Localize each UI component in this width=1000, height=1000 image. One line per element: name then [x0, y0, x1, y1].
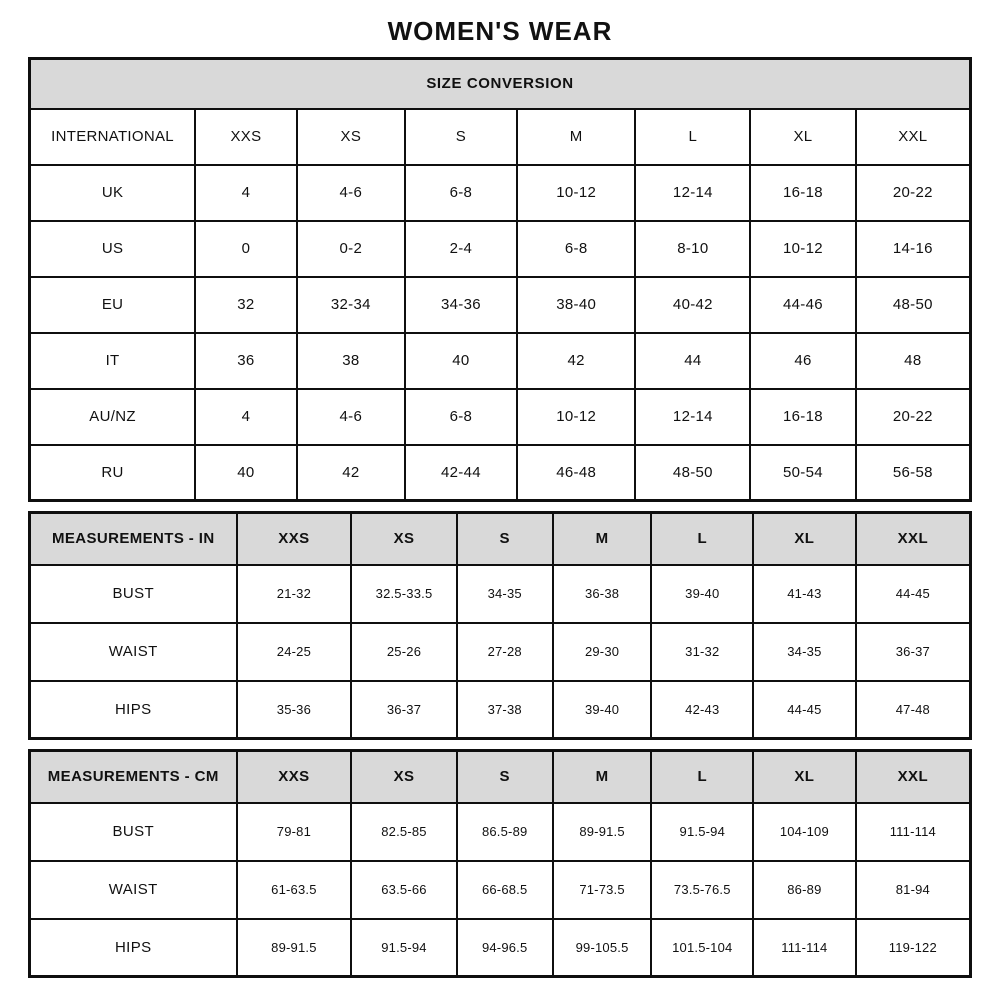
size-value-cell: 42-44: [405, 445, 517, 501]
size-conversion-row: [30, 445, 971, 501]
region-label: RU: [30, 445, 196, 501]
measurement-value-cell: 24-25: [237, 623, 352, 681]
measurement-value-cell: 41-43: [753, 565, 856, 623]
measurement-value-cell: 34-35: [753, 623, 856, 681]
measurement-value-cell: 29-30: [553, 623, 652, 681]
size-value-cell: 48-50: [856, 277, 971, 333]
size-value-cell: 20-22: [856, 165, 971, 221]
measurement-label: HIPS: [30, 681, 237, 739]
size-value-cell: 38-40: [517, 277, 636, 333]
measurement-row: [30, 681, 971, 739]
measurements-cm-body: [30, 751, 971, 977]
size-column-header: L: [635, 109, 750, 165]
size-value-cell: 20-22: [856, 389, 971, 445]
measurement-value-cell: 35-36: [237, 681, 352, 739]
region-label: US: [30, 221, 196, 277]
size-column-header: XXS: [195, 109, 297, 165]
size-value-cell: 50-54: [750, 445, 855, 501]
measurement-value-cell: 91.5-94: [651, 803, 753, 861]
size-value-cell: 44-46: [750, 277, 855, 333]
measurements-cm-header-row: [30, 751, 971, 803]
size-column-header: XL: [753, 751, 856, 803]
measurement-row: [30, 623, 971, 681]
size-column-header: M: [517, 109, 636, 165]
measurement-value-cell: 99-105.5: [553, 919, 652, 977]
page-title: WOMEN'S WEAR: [387, 16, 613, 46]
measurement-value-cell: 39-40: [651, 565, 753, 623]
measurement-value-cell: 42-43: [651, 681, 753, 739]
size-value-cell: 10-12: [517, 389, 636, 445]
size-value-cell: 12-14: [635, 389, 750, 445]
region-label: AU/NZ: [30, 389, 196, 445]
measurement-value-cell: 89-91.5: [237, 919, 352, 977]
size-column-header: L: [651, 513, 753, 565]
measurement-value-cell: 79-81: [237, 803, 352, 861]
size-value-cell: 40: [405, 333, 517, 389]
size-value-cell: 32-34: [297, 277, 405, 333]
measurement-value-cell: 111-114: [753, 919, 856, 977]
size-column-header: XL: [750, 109, 855, 165]
measurement-value-cell: 104-109: [753, 803, 856, 861]
measurements-in-header-row: [30, 513, 971, 565]
measurement-value-cell: 73.5-76.5: [651, 861, 753, 919]
size-conversion-header-row: [30, 109, 971, 165]
measurement-value-cell: 36-37: [351, 681, 456, 739]
size-value-cell: 56-58: [856, 445, 971, 501]
size-column-header: XS: [297, 109, 405, 165]
size-value-cell: 10-12: [750, 221, 855, 277]
measurement-label: BUST: [30, 565, 237, 623]
region-label: EU: [30, 277, 196, 333]
measurement-value-cell: 63.5-66: [351, 861, 456, 919]
measurement-row: [30, 919, 971, 977]
measurements-in-title: MEASUREMENTS - IN: [30, 513, 237, 565]
size-value-cell: 46: [750, 333, 855, 389]
size-column-header: XXL: [856, 109, 971, 165]
size-column-header: XS: [351, 751, 456, 803]
measurements-in-table: [28, 511, 972, 740]
size-value-cell: 46-48: [517, 445, 636, 501]
measurement-label: WAIST: [30, 861, 237, 919]
size-value-cell: 4-6: [297, 389, 405, 445]
measurement-value-cell: 81-94: [856, 861, 971, 919]
measurement-value-cell: 21-32: [237, 565, 352, 623]
size-column-header: XXL: [856, 513, 971, 565]
measurement-value-cell: 91.5-94: [351, 919, 456, 977]
size-value-cell: 16-18: [750, 389, 855, 445]
size-value-cell: 36: [195, 333, 297, 389]
measurement-value-cell: 47-48: [856, 681, 971, 739]
measurement-value-cell: 66-68.5: [457, 861, 553, 919]
measurement-label: BUST: [30, 803, 237, 861]
measurements-in-body: [30, 513, 971, 739]
measurement-row: [30, 565, 971, 623]
measurement-value-cell: 31-32: [651, 623, 753, 681]
size-value-cell: 2-4: [405, 221, 517, 277]
size-conversion-row: [30, 277, 971, 333]
size-value-cell: 16-18: [750, 165, 855, 221]
size-column-header: M: [553, 513, 652, 565]
measurement-row: [30, 803, 971, 861]
size-conversion-title-row: [30, 59, 971, 109]
measurement-value-cell: 25-26: [351, 623, 456, 681]
measurement-value-cell: 34-35: [457, 565, 553, 623]
size-value-cell: 48: [856, 333, 971, 389]
size-column-header: L: [651, 751, 753, 803]
measurement-value-cell: 37-38: [457, 681, 553, 739]
size-value-cell: 4: [195, 165, 297, 221]
measurement-row: [30, 861, 971, 919]
measurement-value-cell: 86.5-89: [457, 803, 553, 861]
size-conversion-row: [30, 221, 971, 277]
size-column-header: M: [553, 751, 652, 803]
size-column-header: XL: [753, 513, 856, 565]
size-value-cell: 32: [195, 277, 297, 333]
measurement-value-cell: 94-96.5: [457, 919, 553, 977]
size-conversion-row: [30, 389, 971, 445]
measurement-label: WAIST: [30, 623, 237, 681]
measurement-value-cell: 111-114: [856, 803, 971, 861]
measurement-value-cell: 36-38: [553, 565, 652, 623]
size-column-header: S: [457, 513, 553, 565]
region-label: UK: [30, 165, 196, 221]
measurement-value-cell: 44-45: [856, 565, 971, 623]
size-value-cell: 14-16: [856, 221, 971, 277]
measurement-value-cell: 86-89: [753, 861, 856, 919]
size-value-cell: 40-42: [635, 277, 750, 333]
size-value-cell: 10-12: [517, 165, 636, 221]
measurement-value-cell: 61-63.5: [237, 861, 352, 919]
size-conversion-row: [30, 333, 971, 389]
measurement-value-cell: 44-45: [753, 681, 856, 739]
size-value-cell: 4: [195, 389, 297, 445]
measurements-cm-title: MEASUREMENTS - CM: [30, 751, 237, 803]
size-value-cell: 42: [297, 445, 405, 501]
size-column-header: XXS: [237, 513, 352, 565]
size-conversion-body: [30, 59, 971, 501]
size-value-cell: 42: [517, 333, 636, 389]
size-value-cell: 6-8: [405, 165, 517, 221]
size-value-cell: 12-14: [635, 165, 750, 221]
size-column-header: XXL: [856, 751, 971, 803]
size-column-header: XS: [351, 513, 456, 565]
size-value-cell: 40: [195, 445, 297, 501]
size-value-cell: 0-2: [297, 221, 405, 277]
size-column-header: S: [457, 751, 553, 803]
size-column-header: XXS: [237, 751, 352, 803]
size-value-cell: 48-50: [635, 445, 750, 501]
region-label: IT: [30, 333, 196, 389]
size-conversion-row: [30, 165, 971, 221]
measurement-value-cell: 71-73.5: [553, 861, 652, 919]
size-value-cell: 34-36: [405, 277, 517, 333]
measurements-cm-table: [28, 749, 972, 978]
measurement-value-cell: 32.5-33.5: [351, 565, 456, 623]
measurement-value-cell: 101.5-104: [651, 919, 753, 977]
size-conversion-title: SIZE CONVERSION: [30, 59, 971, 109]
measurement-label: HIPS: [30, 919, 237, 977]
measurement-value-cell: 36-37: [856, 623, 971, 681]
size-value-cell: 38: [297, 333, 405, 389]
measurement-value-cell: 89-91.5: [553, 803, 652, 861]
measurement-value-cell: 82.5-85: [351, 803, 456, 861]
measurement-value-cell: 119-122: [856, 919, 971, 977]
measurement-value-cell: 27-28: [457, 623, 553, 681]
size-column-header: S: [405, 109, 517, 165]
measurement-value-cell: 39-40: [553, 681, 652, 739]
size-value-cell: 44: [635, 333, 750, 389]
size-value-cell: 6-8: [517, 221, 636, 277]
region-column-header: INTERNATIONAL: [30, 109, 196, 165]
size-value-cell: 4-6: [297, 165, 405, 221]
size-conversion-table: [28, 57, 972, 502]
size-value-cell: 8-10: [635, 221, 750, 277]
size-value-cell: 0: [195, 221, 297, 277]
size-value-cell: 6-8: [405, 389, 517, 445]
